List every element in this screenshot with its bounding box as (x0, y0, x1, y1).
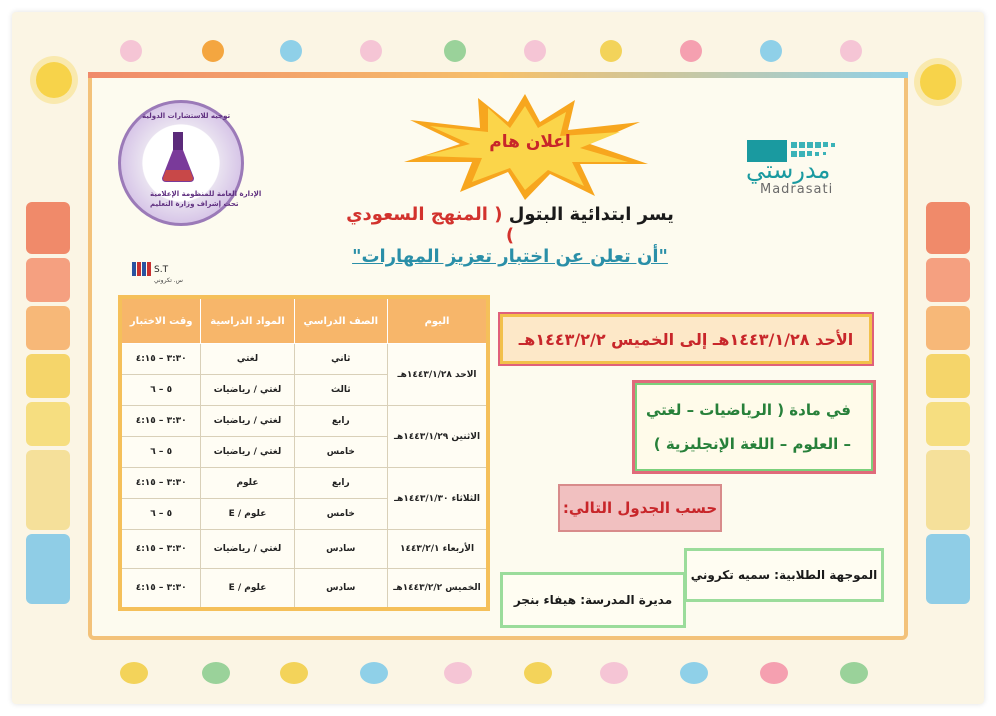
subject-cell: لغتي / رياضيات (201, 530, 294, 569)
school-name: يسر ابتدائية البتول (508, 204, 674, 225)
decor-dot (202, 40, 224, 62)
decor-block (926, 402, 970, 446)
heart-block (926, 202, 970, 254)
curriculum-label: ( المنهج السعودي ) (346, 204, 515, 246)
logo-text-middle: الإدارة العامة للمنظومة الإعلامية (150, 190, 262, 198)
decor-dot (524, 40, 546, 62)
day-cell: الثلاثاء ١٤٤٣/١/٣٠هـ (388, 468, 489, 530)
subjects-line-1: في مادة ( الرياضيات – لغتي (645, 401, 851, 419)
building-block (926, 534, 970, 604)
grade-cell: رابع (294, 406, 387, 437)
logo-text-bottom: تحت إشراف وزارة التعليم (150, 200, 239, 208)
decor-dot (280, 662, 308, 684)
school-title (340, 204, 680, 246)
day-cell: الخميس ١٤٤٣/٢/٢هـ (388, 569, 489, 610)
subjects-line-2: – العلوم – اللغة الإنجليزية ) (653, 435, 851, 453)
header-subjects: المواد الدراسية (201, 297, 294, 344)
decor-block (926, 258, 970, 302)
sun-icon (920, 64, 956, 100)
time-cell: ٣:٣٠ – ٤:١٥ (120, 344, 201, 375)
grade-cell: سادس (294, 530, 387, 569)
heart-block (26, 202, 70, 254)
subject-cell: لغتي / رياضيات (201, 406, 294, 437)
announcement-title: اعلان هام (489, 132, 571, 152)
table-row (120, 530, 488, 569)
subject-cell: علوم / E (201, 569, 294, 610)
time-cell: ٣:٣٠ – ٤:١٥ (120, 530, 201, 569)
time-cell: ٣:٣٠ – ٤:١٥ (120, 468, 201, 499)
grade-cell: سادس (294, 569, 387, 610)
grade-cell: خامس (294, 437, 387, 468)
header-day: اليوم (388, 297, 489, 344)
subject-cell: لغتي (201, 344, 294, 375)
time-cell: ٣:٣٠ – ٤:١٥ (120, 569, 201, 610)
decor-dot (680, 40, 702, 62)
decor-dot (360, 662, 388, 684)
announcement-subtitle: "أن تعلن عن اختبار تعزيز المهارات" (352, 246, 668, 267)
subject-cell: علوم (201, 468, 294, 499)
time-cell: ٥ – ٦ (120, 499, 201, 530)
decor-block (26, 450, 70, 530)
madrasati-english: Madrasati (760, 182, 834, 197)
st-caption: س. تكروني (154, 277, 184, 284)
table-row (120, 468, 488, 499)
st-mark: S.T (154, 265, 169, 275)
time-cell: ٣:٣٠ – ٤:١٥ (120, 406, 201, 437)
table-row (120, 344, 488, 375)
decor-block (26, 258, 70, 302)
grade-cell: ثاني (294, 344, 387, 375)
date-range-box: الأحد ١٤٤٣/١/٢٨هـ إلى الخميس ١٤٤٣/٢/٢هـ (498, 312, 874, 366)
madrasati-arabic: مدرستي (746, 156, 831, 184)
decor-block (926, 354, 970, 398)
decor-dot (444, 40, 466, 62)
decor-dot (524, 662, 552, 684)
decor-dot (600, 662, 628, 684)
decor-dot (120, 662, 148, 684)
decor-dot (280, 40, 302, 62)
day-cell: الاثنين ١٤٤٣/١/٢٩هـ (388, 406, 489, 468)
grade-cell: ثالث (294, 375, 387, 406)
schedule-label-box: حسب الجدول التالي: (558, 484, 722, 532)
logo-text-top: توجيه للاستشارات الدولية (142, 112, 231, 120)
grade-cell: خامس (294, 499, 387, 530)
time-cell: ٥ – ٦ (120, 437, 201, 468)
decor-block (926, 306, 970, 350)
decor-block (926, 450, 970, 530)
header-time: وقت الاختبار (120, 297, 201, 344)
subjects-box (632, 380, 876, 474)
principal-box: مديرة المدرسة: هيفاء بنجر (500, 572, 686, 628)
header-grade: الصف الدراسي (294, 297, 387, 344)
flask-icon (158, 130, 198, 184)
decor-dot (202, 662, 230, 684)
decor-dot (444, 662, 472, 684)
rainbow-border (88, 72, 908, 78)
decor-dot (680, 662, 708, 684)
table-row (120, 569, 488, 610)
decor-dot (840, 662, 868, 684)
subject-cell: لغتي / رياضيات (201, 437, 294, 468)
decor-dot (120, 40, 142, 62)
decor-block (26, 354, 70, 398)
st-logo-icon (132, 262, 187, 284)
subject-cell: علوم / E (201, 499, 294, 530)
decor-block (26, 306, 70, 350)
schedule-table (118, 295, 490, 611)
decor-dot (600, 40, 622, 62)
subject-cell: لغتي / رياضيات (201, 375, 294, 406)
decor-dot (760, 662, 788, 684)
table-header-row (120, 297, 488, 344)
table-row (120, 406, 488, 437)
time-cell: ٥ – ٦ (120, 375, 201, 406)
decor-dot (360, 40, 382, 62)
decor-dot (760, 40, 782, 62)
sun-icon (36, 62, 72, 98)
building-block (26, 534, 70, 604)
supervisor-box: الموجهة الطلابية: سميه تكروني (684, 548, 884, 602)
day-cell: الاحد ١٤٤٣/١/٢٨هـ (388, 344, 489, 406)
decor-block (26, 402, 70, 446)
grade-cell: رابع (294, 468, 387, 499)
day-cell: الأربعاء ١٤٤٣/٢/١ (388, 530, 489, 569)
decor-dot (840, 40, 862, 62)
